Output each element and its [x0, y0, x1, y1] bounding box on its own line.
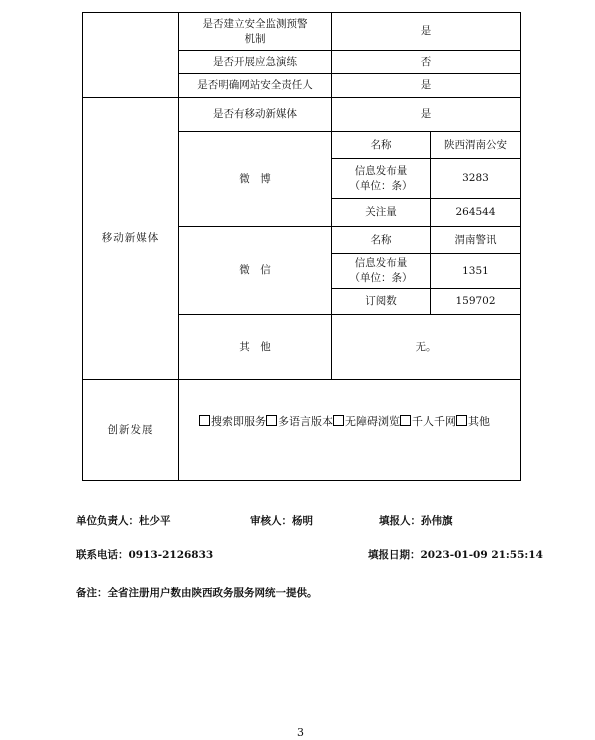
drill-label: 是否开展应急演练 [213, 55, 297, 68]
wechat-subscribe-label: 订阅数 [365, 295, 397, 307]
other-value: 无。 [415, 340, 437, 353]
weibo-follow-label: 关注量 [365, 206, 397, 218]
other-label: 其 他 [239, 340, 271, 353]
innovation-option-label: 搜索即服务 [211, 414, 266, 428]
innovation-option-label: 多语言版本 [278, 414, 333, 428]
innovation-options [179, 380, 520, 462]
has-mobile-value: 是 [420, 108, 432, 120]
innovation-option[interactable] [333, 414, 400, 429]
innovation-option[interactable] [400, 414, 456, 429]
filler: 填报人：孙伟旗 [379, 515, 453, 527]
responsible-value: 是 [420, 79, 432, 91]
innovation-option-label: 无障碍浏览 [345, 414, 400, 428]
section-innovation: 创新发展 [107, 423, 154, 436]
reviewer: 审核人：杨明 [250, 515, 313, 527]
wechat-name-label: 名称 [370, 233, 392, 246]
monitoring-value: 是 [420, 25, 432, 37]
table-line [82, 480, 521, 481]
section-mobile-media: 移动新媒体 [101, 232, 160, 244]
wechat-label: 微 信 [239, 264, 271, 276]
innovation-option[interactable] [266, 414, 333, 429]
page-number: 3 [297, 726, 304, 739]
checkbox-icon[interactable] [456, 415, 467, 426]
checkbox-icon[interactable] [400, 415, 411, 426]
monitoring-label: 是否建立安全监测预警 机制 [202, 17, 308, 45]
weibo-label: 微 博 [239, 172, 271, 185]
wechat-count-label: 信息发布量 （单位：条） [349, 257, 413, 284]
checkbox-icon[interactable] [266, 415, 277, 426]
innovation-option-label: 其他 [468, 414, 490, 428]
weibo-name-label: 名称 [370, 138, 392, 151]
drill-value: 否 [420, 55, 432, 68]
weibo-follow-value: 264544 [455, 206, 496, 218]
innovation-option-label: 千人千网 [412, 414, 456, 428]
table-line [520, 12, 521, 481]
remark: 备注：全省注册用户数由陕西政务服务网统一提供。 [76, 587, 318, 599]
wechat-subscribe-value: 159702 [455, 295, 496, 307]
checkbox-icon[interactable] [199, 415, 210, 426]
wechat-name-value: 渭南警讯 [454, 233, 497, 246]
responsible-label: 是否明确网站安全责任人 [197, 79, 313, 91]
innovation-option[interactable] [456, 414, 490, 429]
weibo-count-value: 3283 [462, 172, 489, 184]
unit-head: 单位负责人：杜少平 [76, 515, 171, 527]
fill-date: 填报日期：2023-01-09 21:55:14 [368, 549, 543, 561]
weibo-name-value: 陕西渭南公安 [444, 138, 507, 151]
has-mobile-label: 是否有移动新媒体 [213, 108, 297, 120]
wechat-count-value: 1351 [462, 264, 489, 277]
innovation-option[interactable] [199, 414, 266, 429]
checkbox-icon[interactable] [333, 415, 344, 426]
contact-phone: 联系电话：0913-2126833 [76, 549, 214, 561]
weibo-count-label: 信息发布量 （单位：条） [349, 164, 413, 192]
